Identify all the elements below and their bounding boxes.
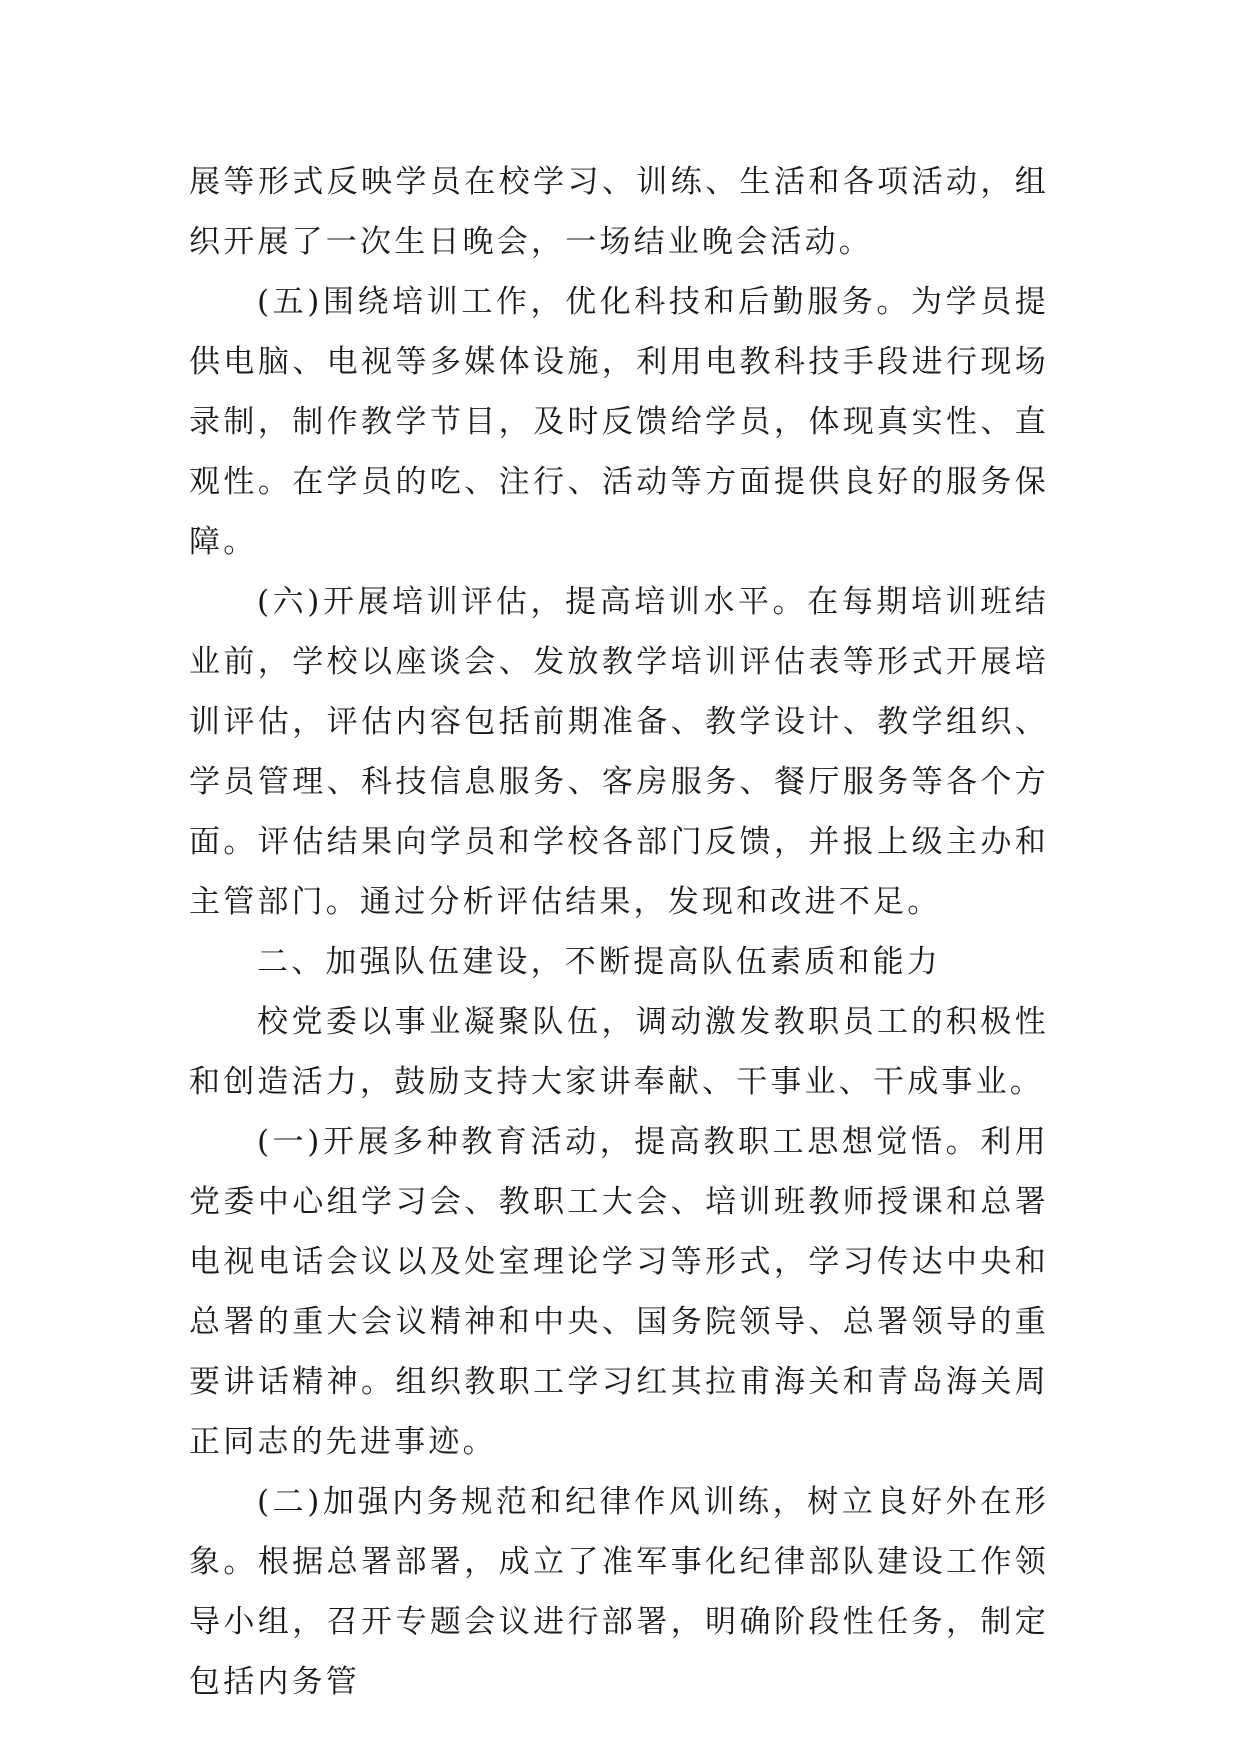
section-heading-2: 二、加强队伍建设，不断提高队伍素质和能力 (257, 944, 941, 980)
paragraph-intro: 校党委以事业凝聚队伍，调动激发教职员工的积极性和创造活力，鼓励支持大家讲奉献、干事业、干成事业。 (189, 1004, 1049, 1100)
paragraph-subsection-1: (一)开展多种教育活动，提高教职工思想觉悟。利用党委中心组学习会、教职工大会、培训班教师授课和总署电视电话会议以及处室理论学习等形式，学习传达中央和总署的重大会议精神和中央、国务院领导、总署领导的重要讲话精神。组织教职工学习红其拉甫海关和青岛海关周正同志的先进事迹。 (189, 1124, 1049, 1460)
paragraph-section-5: (五)围绕培训工作，优化科技和后勤服务。为学员提供电脑、电视等多媒体设施，利用电教科技手段进行现场录制，制作教学节目，及时反馈给学员，体现真实性、直观性。在学员的吃、注行、活动等方面提供良好的服务保障。 (189, 284, 1049, 560)
paragraph-continuation: 展等形式反映学员在校学习、训练、生活和各项活动，组织开展了一次生日晚会，一场结业晚会活动。 (189, 164, 1049, 260)
paragraph-subsection-2: (二)加强内务规范和纪律作风训练，树立良好外在形象。根据总署部署，成立了准军事化纪律部队建设工作领导小组，召开专题会议进行部署，明确阶段性任务，制定包括内务管 (189, 1484, 1049, 1700)
paragraph-section-6: (六)开展培训评估，提高培训水平。在每期培训班结业前，学校以座谈会、发放教学培训评估表等形式开展培训评估，评估内容包括前期准备、教学设计、教学组织、学员管理、科技信息服务、客房服务、餐厅服务等各个方面。评估结果向学员和学校各部门反馈，并报上级主办和主管部门。通过分析评估结果，发现和改进不足。 (189, 584, 1049, 920)
document-body (189, 152, 1049, 1712)
